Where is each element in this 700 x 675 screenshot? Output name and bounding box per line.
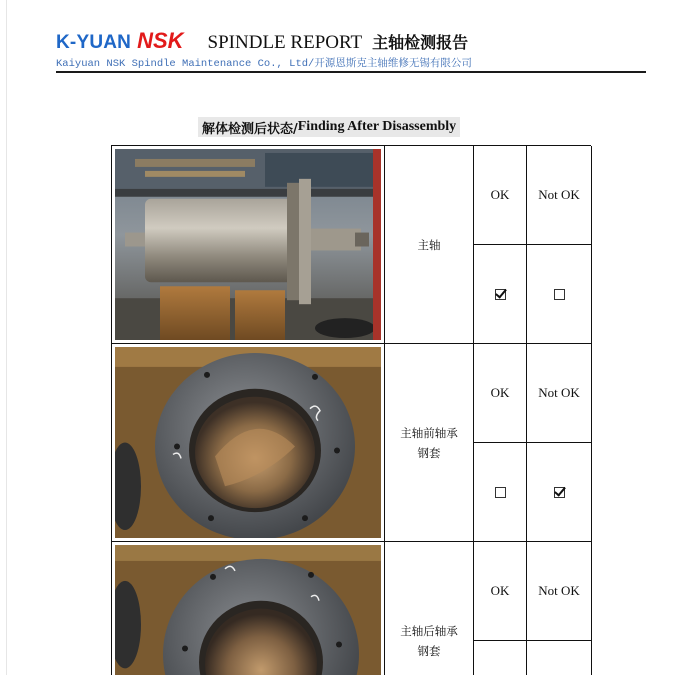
ok-checkbox[interactable] [495, 487, 506, 498]
ok-header: OK [474, 344, 527, 443]
not-ok-header: Not OK [527, 344, 592, 443]
ok-cell [474, 443, 527, 542]
report-header [50, 24, 650, 74]
part-name: 主轴后轴承 [400, 623, 458, 638]
part-name-line2: 钢套 [417, 445, 441, 460]
not-ok-cell [527, 443, 592, 542]
spindle-shaft-photo [115, 149, 381, 340]
ok-header: OK [474, 542, 527, 641]
part-name-cell [385, 344, 474, 542]
not-ok-checkbox[interactable] [554, 289, 565, 300]
company-name: Kaiyuan NSK Spindle Maintenance Co., Ltd/开源恩斯克主轴维修无锡有限公司 [56, 58, 472, 70]
front-bearing-sleeve-photo [115, 347, 381, 538]
report-title: SPINDLE REPORT [207, 32, 363, 53]
ok-cell [474, 245, 527, 344]
part-name: 主轴 [417, 237, 441, 252]
header-rule [56, 71, 646, 73]
table-row [112, 146, 592, 344]
section-title-cn: 解体检测后状态/ [202, 121, 298, 137]
inspection-table [111, 145, 591, 675]
photo-cell [112, 344, 385, 542]
part-name-cell [385, 146, 474, 344]
section-title [198, 117, 460, 137]
part-name: 主轴前轴承 [400, 425, 458, 440]
ok-cell [474, 641, 527, 675]
logo-kyuan: K-YUAN [56, 32, 132, 53]
section-title-en: Finding After Disassembly [297, 119, 457, 134]
part-name-cell [385, 542, 474, 675]
not-ok-cell [527, 245, 592, 344]
not-ok-header: Not OK [527, 146, 592, 245]
table-row [112, 344, 592, 542]
photo-cell [112, 542, 385, 675]
rear-bearing-sleeve-photo [115, 545, 381, 675]
brand-row [56, 28, 468, 52]
ok-header: OK [474, 146, 527, 245]
table-row [112, 542, 592, 675]
not-ok-header: Not OK [527, 542, 592, 641]
ok-checkbox[interactable] [495, 289, 506, 300]
photo-cell [112, 146, 385, 344]
part-name-line2: 钢套 [417, 643, 441, 658]
page-edge [6, 0, 7, 675]
logo-nsk: NSK [137, 28, 184, 53]
report-title-cn: 主轴检测报告 [372, 33, 469, 52]
not-ok-cell [527, 641, 592, 675]
not-ok-checkbox[interactable] [554, 487, 565, 498]
